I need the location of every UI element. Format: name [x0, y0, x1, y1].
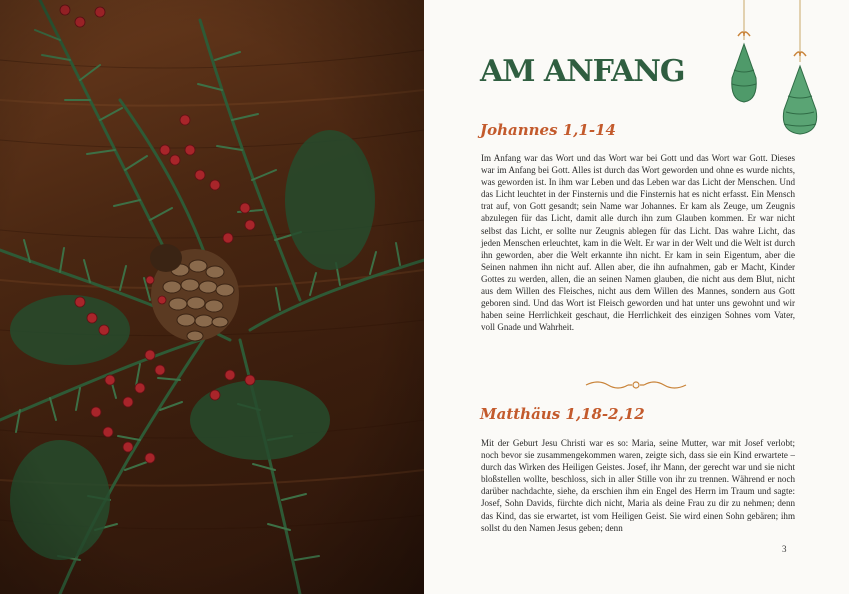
- section-text-matthaeus: Mit der Geburt Jesu Christi war es so: Maria, seine Mutter, war mit Josef verlobt; noch bevor sie zusammengekommen waren, zeigte sich, dass sie ein Kind erwartete – durch das Wirken des Heiligen Geistes. Josef, ihr Mann, der gerecht war und sie nicht bloßstellen wollte, beschloss, sich in aller Stille von ihr zu trennen. Während er noch darüber nachdachte, siehe, da erschien ihm ein Engel des Herrn im Traum und sagte: Josef, Sohn Davids, fürchte dich nicht, Maria als deine Frau zu dir zu nehmen; denn das Kind, das sie erwartet, ist vom Heiligen Geist. Sie wird einen Sohn gebären; ihm sollst du den Namen Jesus geben; denn: [481, 438, 795, 533]
- page-number: 3: [782, 544, 787, 554]
- section-heading-matthaeus: Matthäus 1,18-2,12: [480, 405, 645, 423]
- text-page: [424, 0, 849, 594]
- christmas-tree-ornaments-icon: [720, 0, 830, 140]
- fir-wreath-photo-icon: [0, 0, 424, 594]
- page-title: AM ANFANG: [480, 54, 685, 89]
- section-heading-johannes: Johannes 1,1-14: [480, 121, 616, 139]
- section-text-johannes: Im Anfang war das Wort und das Wort war bei Gott und das Wort war Gott. Dieses war im Anfang bei Gott. Alles ist durch das Wort geworden und ohne es wurde nichts, was geworden ist. In ihm war Leben und das Leben war das Licht der Menschen. Und das Licht leuchtet in der Finsternis und die Finsternis hat es nicht erfasst. Ein Mensch trat auf, von Gott gesandt; sein Name war Johannes. Er kam als Zeuge, um Zeugnis abzulegen für das Licht, damit alle durch ihn zum Glauben kommen. Er war nicht selbst das Licht, er sollte nur Zeugnis ablegen für das Licht. Das wahre Licht, das jeden Menschen erleuchtet, kam in die Welt. Er war in der Welt und die Welt ist durch ihn geworden, aber die Welt erkannte ihn nicht. Er kam in sein Eigentum, aber die Seinen nahmen ihn nicht auf. Allen aber, die ihn aufnahmen, gab er Macht, Kinder Gottes zu werden, allen, die an seinen Namen glauben, die nicht aus dem Blut, nicht aus dem Willen des Fleisches, nicht aus dem Willen des Mannes, sondern aus Gott geboren sind. Und das Wort ist Fleisch geworden und hat unter uns gewohnt und wir haben seine Herrlichkeit geschaut, die Herrlichkeit des einzigen Sohnes vom Vater, voll Gnade und Wahrheit.: [481, 153, 795, 333]
- wreath-photo: [0, 0, 424, 594]
- flourish-divider-icon: [584, 378, 688, 392]
